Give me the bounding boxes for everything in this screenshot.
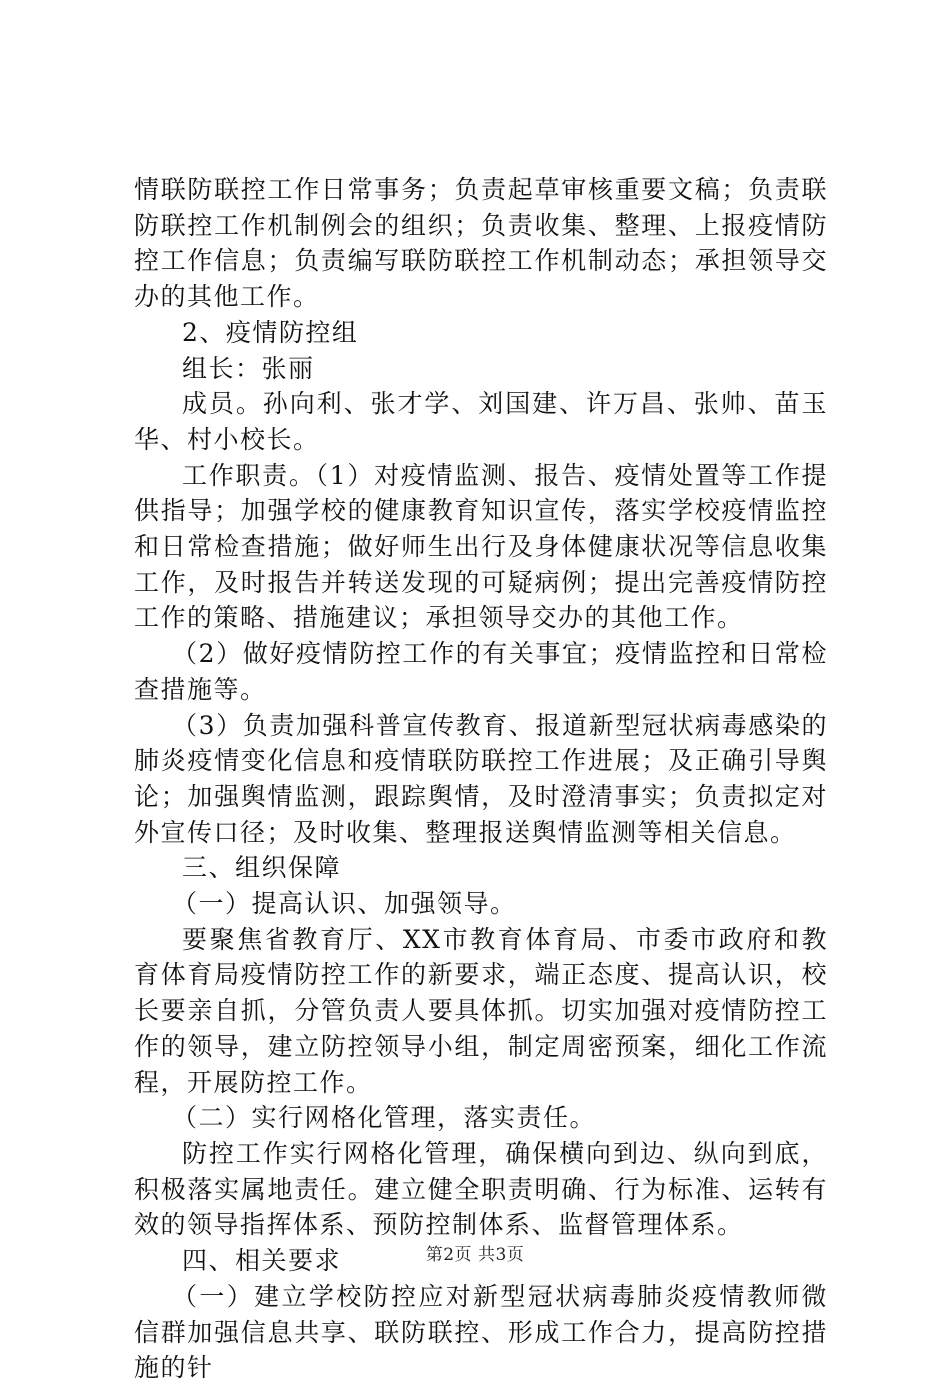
section-heading: 三、组织保障 [182,853,342,883]
paragraph: 成员。孙向利、张才学、刘国建、许万昌、张帅、苗玉华、村小校长。 [134,389,828,454]
paragraph: 情联防联控工作日常事务；负责起草审核重要文稿；负责联防联控工作机制例会的组织；负责收集、整理、上报疫情防控工作信息；负责编写联防联控工作机制动态；承担领导交办的其他工作。 [134,175,828,312]
section-heading: 四、相关要求 [182,1246,342,1276]
paragraph: （2）做好疫情防控工作的有关事宜；疫情监控和日常检查措施等。 [134,639,828,704]
page-footer: 第2页 共3页 [425,1245,525,1265]
paragraph: 工作职责。（1）对疫情监测、报告、疫情处置等工作提供指导；加强学校的健康教育知识宣传，落实学校疫情监控和日常检查措施；做好师生出行及身体健康状况等信息收集工作，及时报告并转送发现的可疑病例；提出完善疫情防控工作的策略、措施建议；承担领导交办的其他工作。 [134,460,828,633]
paragraph: （一）建立学校防控应对新型冠状病毒肺炎疫情教师微信群加强信息共享、联防联控、形成工作合力，提高防控措施的针 [134,1281,828,1383]
document-body [134,172,828,1386]
paragraph: 2、疫情防控组 [182,317,359,347]
subsection-heading: （一）提高认识、加强领导。 [172,889,517,919]
paragraph: 要聚焦省教育厅、XX市教育体育局、市委市政府和教育体育局疫情防控工作的新要求，端正态度、提高认识，校长要亲自抓，分管负责人要具体抓。切实加强对疫情防控工作的领导，建立防控领导小组，制定周密预案，细化工作流程，开展防控工作。 [134,924,828,1097]
subsection-heading: （二）实行网格化管理，落实责任。 [172,1103,597,1133]
paragraph: （3）负责加强科普宣传教育、报道新型冠状病毒感染的肺炎疫情变化信息和疫情联防联控工作进展；及正确引导舆论；加强舆情监测，跟踪舆情，及时澄清事实；负责拟定对外宣传口径；及时收集、整理报送舆情监测等相关信息。 [134,710,828,847]
paragraph: 防控工作实行网格化管理，确保横向到边、纵向到底，积极落实属地责任。建立健全职责明确、行为标准、运转有效的领导指挥体系、预防控制体系、监督管理体系。 [134,1138,828,1240]
paragraph: 组长：张丽 [182,353,315,383]
